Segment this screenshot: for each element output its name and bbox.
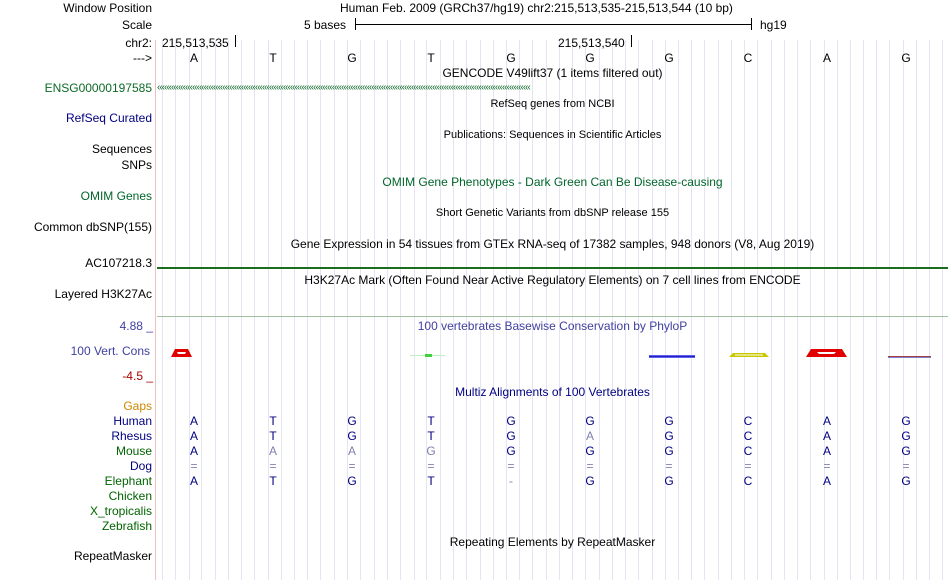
aligned-base: T (269, 414, 277, 428)
aligned-base: G (664, 474, 674, 488)
grid-line (426, 40, 427, 580)
conservation-peak-5 (806, 349, 847, 357)
species-label[interactable]: Dog (129, 459, 152, 473)
aligned-base: A (189, 444, 198, 458)
grid-line (493, 40, 494, 580)
grid-line (480, 40, 481, 580)
aligned-base: = (269, 459, 277, 473)
species-label[interactable]: Mouse (115, 444, 152, 458)
reference-base: G (901, 51, 911, 65)
scale-text: 5 bases (304, 18, 347, 32)
aligned-base: A (822, 444, 831, 458)
gencode-track-title[interactable]: GENCODE V49lift37 (1 items filtered out) (442, 66, 663, 80)
aligned-base: = (507, 459, 515, 473)
aligned-base: = (744, 459, 752, 473)
grid-line (665, 40, 666, 580)
grid-line (201, 40, 202, 580)
reference-base: T (269, 51, 277, 65)
grid-line (281, 40, 282, 580)
h3k27ac-track-title[interactable]: H3K27Ac Mark (Often Found Near Active Regulatory Elements) on 7 cell lines from ENCODE (304, 273, 801, 287)
conservation-peak-4 (729, 353, 769, 357)
grid-line (916, 40, 917, 580)
conservation-min-value: -4.5 _ (122, 369, 153, 383)
species-label[interactable]: Rhesus (111, 429, 152, 443)
grid-line (440, 40, 441, 580)
conservation-track-title[interactable]: 100 vertebrates Basewise Conservation by PhyloP (417, 319, 688, 333)
aligned-base: = (348, 459, 356, 473)
arrow-label: ---> (133, 51, 152, 65)
reference-base: T (427, 51, 435, 65)
grid-line (638, 40, 639, 580)
reference-base: G (664, 51, 674, 65)
reference-base: G (585, 51, 595, 65)
aligned-base: = (427, 459, 435, 473)
aligned-base: G (347, 474, 357, 488)
omim-track-label[interactable]: OMIM Genes (80, 189, 152, 203)
assembly-title: Human Feb. 2009 (GRCh37/hg19) chr2:215,513,535-215,513,544 (10 bp) (340, 1, 733, 15)
repeatmasker-track-label[interactable]: RepeatMasker (73, 549, 152, 563)
grid-line (585, 40, 586, 580)
gtex-gene-bar[interactable] (157, 267, 948, 269)
aligned-base: G (664, 414, 674, 428)
aligned-base: G (901, 474, 911, 488)
grid-line (704, 40, 705, 580)
reference-base: G (347, 51, 357, 65)
conservation-peak-3 (649, 355, 695, 358)
grid-line (241, 40, 242, 580)
aligned-base: T (427, 474, 435, 488)
grid-line (863, 40, 864, 580)
aligned-base: G (426, 444, 436, 458)
grid-line (387, 40, 388, 580)
scale-bar-left-tick (355, 18, 356, 30)
grid-line (889, 40, 890, 580)
aligned-base: G (664, 444, 674, 458)
grid-line (254, 40, 255, 580)
aligned-base: A (822, 474, 831, 488)
species-label[interactable]: X_tropicalis (89, 504, 152, 518)
grid-line (414, 40, 415, 580)
grid-line (519, 40, 520, 580)
grid-line (215, 40, 216, 580)
publications-track-title[interactable]: Publications: Sequences in Scientific Articles (443, 129, 662, 141)
grid-line (334, 40, 335, 580)
grid-line (307, 40, 308, 580)
window-position-label: Window Position (63, 1, 152, 15)
db-text: hg19 (760, 18, 787, 32)
conservation-peak-2 (410, 354, 445, 357)
pos-mid-tick (631, 35, 632, 47)
grid-line (784, 40, 785, 580)
aligned-base: = (665, 459, 673, 473)
grid-line (347, 40, 348, 580)
species-label[interactable]: Human (113, 414, 152, 428)
grid-line (757, 40, 758, 580)
conservation-max-value: 4.88 _ (119, 319, 153, 333)
grid-line (942, 40, 943, 580)
conservation-plot (155, 340, 950, 364)
aligned-base: T (427, 429, 435, 443)
sequences-track-label[interactable]: Sequences (91, 142, 152, 156)
dbsnp-track-label[interactable]: Common dbSNP(155) (33, 220, 152, 234)
aligned-base: A (268, 444, 277, 458)
grid-line (731, 40, 732, 580)
grid-line (824, 40, 825, 580)
aligned-base: G (585, 414, 595, 428)
grid-line (612, 40, 613, 580)
aligned-base: G (347, 414, 357, 428)
aligned-base: G (506, 414, 516, 428)
grid-line (599, 40, 600, 580)
gtex-track-title[interactable]: Gene Expression in 54 tissues from GTEx RNA-seq of 17382 samples, 948 donors (V8, Aug 2019) (290, 237, 815, 251)
aligned-base: = (902, 459, 910, 473)
grid-line (876, 40, 877, 580)
grid-line (453, 40, 454, 580)
grid-line (546, 40, 547, 580)
gtex-track-label[interactable]: AC107218.3 (85, 256, 152, 270)
grid-line (771, 40, 772, 580)
reference-base: A (822, 51, 831, 65)
dbsnp-track-title[interactable]: Short Genetic Variants from dbSNP release 155 (435, 207, 670, 219)
gaps-label: Gaps (123, 399, 152, 413)
scale-bar (355, 24, 752, 25)
grid-line (400, 40, 401, 580)
grid-line (175, 40, 176, 580)
aligned-base: A (822, 414, 831, 428)
aligned-base: C (743, 474, 753, 488)
chr-label: chr2: (125, 36, 152, 50)
repeatmasker-track-title[interactable]: Repeating Elements by RepeatMasker (449, 535, 656, 549)
grid-line (228, 40, 229, 580)
grid-line (572, 40, 573, 580)
scale-bar-right-tick (751, 18, 752, 30)
grid-line (559, 40, 560, 580)
aligned-base: C (743, 414, 753, 428)
grid-line (903, 40, 904, 580)
grid-line (691, 40, 692, 580)
aligned-base: C (743, 444, 753, 458)
grid-line (850, 40, 851, 580)
aligned-base: = (823, 459, 831, 473)
aligned-base: C (743, 429, 753, 443)
species-label[interactable]: Zebrafish (101, 519, 152, 533)
grid-line (837, 40, 838, 580)
grid-line (744, 40, 745, 580)
aligned-base: G (664, 429, 674, 443)
aligned-base: A (585, 429, 594, 443)
h3k27ac-baseline (157, 316, 948, 317)
grid-line (374, 40, 375, 580)
aligned-base: A (347, 444, 356, 458)
aligned-base: A (189, 474, 198, 488)
grid-line (625, 40, 626, 580)
aligned-base: G (901, 414, 911, 428)
aligned-base: G (506, 429, 516, 443)
h3k27ac-track-label[interactable]: Layered H3K27Ac (54, 287, 152, 301)
grid-line (294, 40, 295, 580)
reference-base: C (743, 51, 753, 65)
pos-start-tick (235, 35, 236, 47)
gencode-track-label[interactable]: ENSG00000197585 (44, 81, 152, 95)
aligned-base: - (509, 474, 513, 488)
aligned-base: = (586, 459, 594, 473)
grid-line (678, 40, 679, 580)
grid-line (466, 40, 467, 580)
grid-line (162, 40, 163, 580)
pos-mid: 215,513,540 (558, 36, 625, 50)
aligned-base: = (190, 459, 198, 473)
aligned-base: A (189, 414, 198, 428)
grid-line (506, 40, 507, 580)
omim-track-title[interactable]: OMIM Gene Phenotypes - Dark Green Can Be Disease-causing (382, 175, 723, 189)
aligned-base: G (901, 429, 911, 443)
grid-line (320, 40, 321, 580)
species-label[interactable]: Chicken (108, 489, 152, 503)
aligned-base: T (427, 414, 435, 428)
grid-line (929, 40, 930, 580)
grid-line (652, 40, 653, 580)
grid-line (268, 40, 269, 580)
aligned-base: G (347, 429, 357, 443)
aligned-base: G (901, 444, 911, 458)
aligned-base: G (585, 474, 595, 488)
aligned-base: G (506, 444, 516, 458)
species-label[interactable]: Elephant (104, 474, 152, 488)
aligned-base: T (269, 429, 277, 443)
gencode-transcript-line[interactable]: ‹‹‹‹‹‹‹‹‹‹‹‹‹‹‹‹‹‹‹‹‹‹‹‹‹‹‹‹‹‹‹‹‹‹‹‹‹‹‹‹‹‹‹‹‹‹‹‹‹‹‹‹‹‹‹‹‹‹‹‹‹‹‹‹‹‹‹‹‹‹‹‹‹‹‹‹‹‹‹‹‹‹‹‹‹‹‹‹‹‹‹‹‹‹‹‹‹‹‹‹‹‹‹‹‹‹‹‹‹‹‹‹‹‹‹‹‹‹‹‹‹‹‹‹‹‹‹‹‹‹‹‹‹‹‹‹‹‹‹‹‹‹‹‹‹‹‹‹‹‹‹‹‹‹‹‹‹‹‹‹ (157, 82, 530, 93)
aligned-base: A (822, 429, 831, 443)
conservation-track-label[interactable]: 100 Vert. Cons (70, 344, 150, 358)
conservation-peak-1 (171, 349, 192, 357)
grid-line (189, 40, 190, 580)
grid-line (360, 40, 361, 580)
conservation-peak-6 (888, 356, 931, 358)
pos-start: 215,513,535 (162, 36, 229, 50)
aligned-base: T (269, 474, 277, 488)
aligned-base: A (189, 429, 198, 443)
snps-track-label[interactable]: SNPs (121, 158, 152, 172)
scale-label: Scale (121, 18, 152, 32)
refseq-track-label[interactable]: RefSeq Curated (65, 111, 152, 125)
reference-base: A (189, 51, 198, 65)
grid-line (532, 40, 533, 580)
grid-line (810, 40, 811, 580)
multiz-track-title[interactable]: Multiz Alignments of 100 Vertebrates (455, 385, 650, 399)
grid-line (797, 40, 798, 580)
refseq-track-title[interactable]: RefSeq genes from NCBI (490, 98, 615, 110)
aligned-base: G (585, 444, 595, 458)
grid-line (718, 40, 719, 580)
track-separator (155, 40, 156, 580)
reference-base: G (506, 51, 516, 65)
